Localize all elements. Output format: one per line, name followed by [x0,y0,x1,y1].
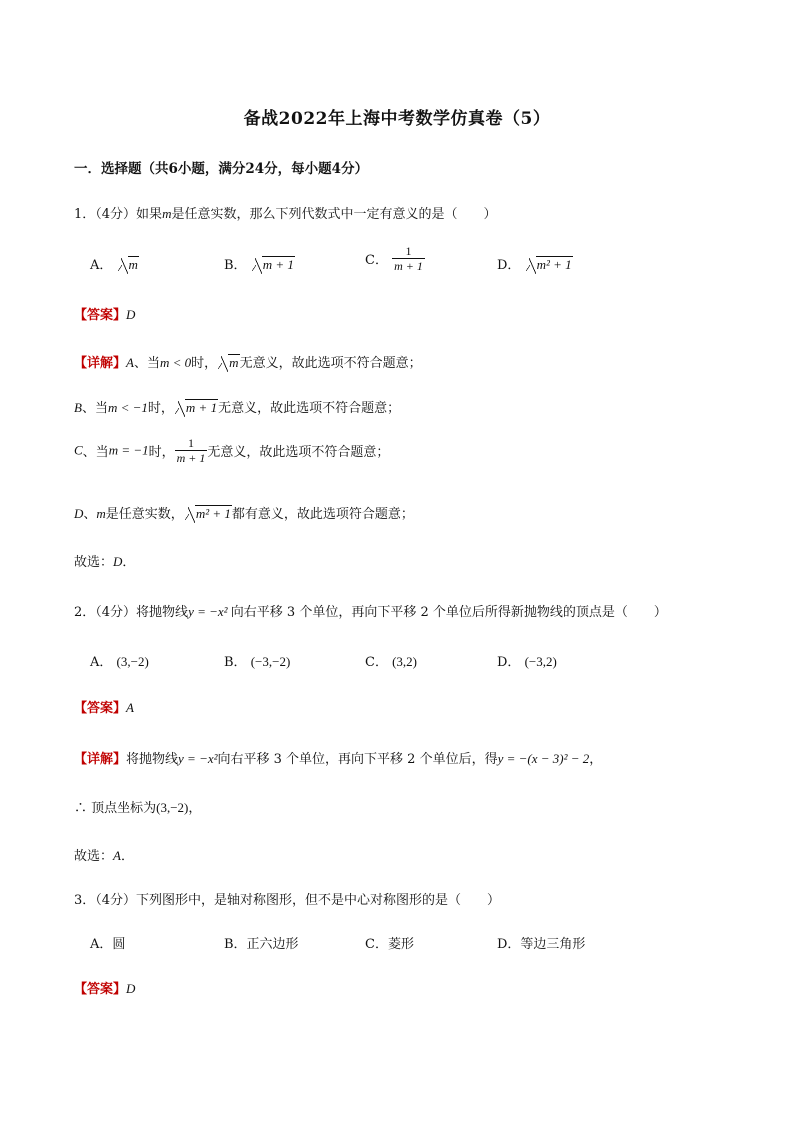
option-c[interactable]: C． $\frac{1}{m + 1}$ [365,244,423,273]
section-heading: 一．选择题（共6小题，满分24分，每小题4分） [74,161,369,177]
sqrt-expression: m² + 1 [184,506,232,522]
answer-value: D [126,307,136,322]
option-a[interactable]: A．圆 [90,937,126,952]
answer-tag: 【答案】 [74,308,127,323]
option-d[interactable]: D．等边三角形 [497,937,586,952]
option-b[interactable]: B． m + 1 [224,257,294,273]
answer-value: A [126,700,134,715]
therefore-line: ∴ 顶点坐标为(3,−2)， [74,800,202,816]
sqrt-expression: m + 1 [251,257,295,273]
question-number: 2．（4分） [74,605,137,620]
detail-line-b: B、当m < −1时， m + 1无意义，故此选项不符合题意； [74,400,401,416]
answer-line [74,697,134,716]
answer-line [74,978,135,997]
fraction-expression: $\frac{1}{m + 1}$ [394,244,423,273]
detail-tag: 【详解】 [74,356,127,371]
answer-tag: 【答案】 [74,701,127,716]
answer-value: D [126,981,136,996]
sqrt-expression: m [117,257,139,273]
detail-line-a: 【详解】A、当m < 0时， m无意义，故此选项不符合题意； [74,355,422,371]
page-title: 备战2022年上海中考数学仿真卷（5） [243,109,551,129]
question-number: 1．（4分） [74,207,137,222]
fraction-expression: $\frac{1}{m + 1}$ [176,436,206,465]
option-a[interactable]: A． (3,−2) [90,654,149,670]
option-d[interactable]: D． m² + 1 [497,257,572,273]
question-3-stem: 3．（4分）下列图形中，是轴对称图形，但不是中心对称图形的是（ ） [74,893,501,908]
detail-tag: 【详解】 [74,752,127,767]
option-c[interactable]: C．菱形 [365,937,414,952]
question-1-stem: 1．（4分）如果m是任意实数，那么下列代数式中一定有意义的是（ ） [74,206,497,222]
option-b[interactable]: B．正六边形 [224,937,299,952]
sqrt-expression: m² + 1 [525,257,573,273]
detail-line: 【详解】将抛物线y = −x²向右平移 3 个单位，再向下平移 2 个单位后，得y = −(x − 3)² − 2， [74,751,603,767]
sqrt-expression: m + 1 [174,400,218,416]
option-a[interactable]: A． m [90,257,138,273]
detail-line-d: D、m是任意实数， m² + 1都有意义，故此选项符合题意； [74,506,414,522]
conclusion-line: 故选：D． [74,554,136,570]
conclusion-line: 故选：A． [74,848,134,864]
option-d[interactable]: D． (−3,2) [497,654,557,670]
detail-line-c: C、当m = −1时， $\frac{1}{m + 1}$ 无意义，故此选项不符合题意； [74,436,390,465]
question-number: 3．（4分） [74,893,137,908]
answer-tag: 【答案】 [74,982,127,997]
question-2-stem: 2．（4分）将抛物线y = −x² 向右平移 3 个单位，再向下平移 2 个单位后所得新抛物线的顶点是（ ） [74,604,667,620]
sqrt-expression: m [217,355,239,371]
answer-line [74,304,135,323]
option-c[interactable]: C． (3,2) [365,654,418,670]
option-b[interactable]: B． (−3,−2) [224,654,291,670]
